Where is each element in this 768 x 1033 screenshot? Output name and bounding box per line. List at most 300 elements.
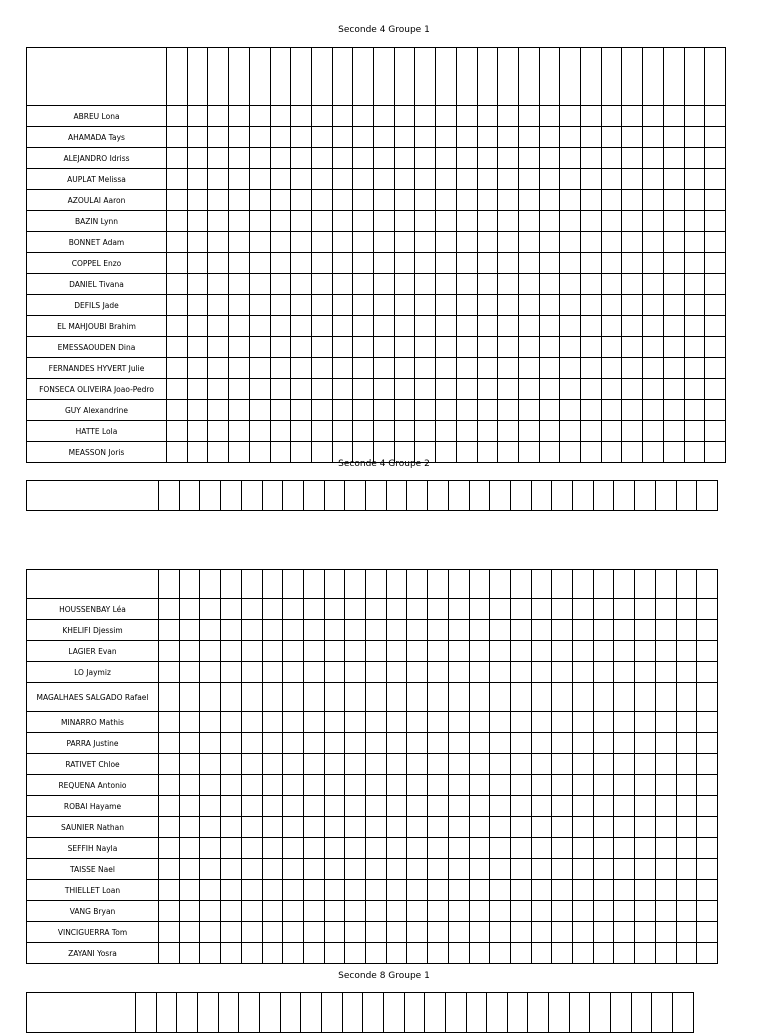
grade-cell[interactable] (324, 599, 345, 620)
grade-cell[interactable] (345, 712, 366, 733)
grade-cell[interactable] (291, 400, 312, 421)
grade-cell[interactable] (593, 943, 614, 964)
grade-cell[interactable] (386, 922, 407, 943)
grade-cell[interactable] (448, 943, 469, 964)
grade-cell[interactable] (635, 754, 656, 775)
grade-cell[interactable] (518, 232, 539, 253)
grade-cell[interactable] (510, 641, 531, 662)
grade-cell[interactable] (345, 796, 366, 817)
grade-cell[interactable] (167, 337, 188, 358)
grade-cell[interactable] (581, 379, 602, 400)
grade-cell[interactable] (353, 169, 374, 190)
grade-cell[interactable] (498, 337, 519, 358)
grade-cell[interactable] (262, 838, 283, 859)
grade-cell[interactable] (697, 796, 718, 817)
grade-cell[interactable] (167, 379, 188, 400)
grade-cell[interactable] (291, 148, 312, 169)
grade-cell[interactable] (159, 838, 180, 859)
grade-cell[interactable] (601, 148, 622, 169)
grade-cell[interactable] (456, 358, 477, 379)
grade-cell[interactable] (167, 421, 188, 442)
grade-cell[interactable] (208, 169, 229, 190)
grade-cell[interactable] (374, 337, 395, 358)
grade-cell[interactable] (601, 127, 622, 148)
grade-cell[interactable] (477, 274, 498, 295)
grade-cell[interactable] (676, 641, 697, 662)
grade-cell[interactable] (635, 901, 656, 922)
grade-cell[interactable] (407, 859, 428, 880)
grade-cell[interactable] (635, 733, 656, 754)
grade-cell[interactable] (436, 211, 457, 232)
grade-cell[interactable] (311, 379, 332, 400)
grade-cell[interactable] (469, 880, 490, 901)
grade-cell[interactable] (353, 211, 374, 232)
grade-cell[interactable] (311, 295, 332, 316)
grade-cell[interactable] (552, 733, 573, 754)
grade-cell[interactable] (386, 662, 407, 683)
grade-cell[interactable] (241, 901, 262, 922)
grade-cell[interactable] (498, 400, 519, 421)
grade-cell[interactable] (498, 295, 519, 316)
grade-cell[interactable] (270, 295, 291, 316)
grade-cell[interactable] (581, 232, 602, 253)
grade-cell[interactable] (249, 232, 270, 253)
grade-cell[interactable] (531, 683, 552, 712)
grade-cell[interactable] (200, 838, 221, 859)
grade-cell[interactable] (241, 817, 262, 838)
grade-cell[interactable] (635, 838, 656, 859)
grade-cell[interactable] (353, 400, 374, 421)
grade-cell[interactable] (581, 358, 602, 379)
grade-cell[interactable] (573, 733, 594, 754)
grade-cell[interactable] (200, 733, 221, 754)
grade-cell[interactable] (187, 421, 208, 442)
grade-cell[interactable] (262, 880, 283, 901)
grade-cell[interactable] (221, 620, 242, 641)
grade-cell[interactable] (622, 337, 643, 358)
grade-cell[interactable] (581, 253, 602, 274)
grade-cell[interactable] (262, 662, 283, 683)
grade-cell[interactable] (531, 922, 552, 943)
grade-cell[interactable] (374, 400, 395, 421)
grade-cell[interactable] (601, 253, 622, 274)
grade-cell[interactable] (581, 190, 602, 211)
grade-cell[interactable] (386, 901, 407, 922)
grade-cell[interactable] (200, 662, 221, 683)
grade-cell[interactable] (560, 379, 581, 400)
grade-cell[interactable] (167, 358, 188, 379)
grade-cell[interactable] (684, 211, 705, 232)
grade-cell[interactable] (159, 712, 180, 733)
grade-cell[interactable] (291, 169, 312, 190)
grade-cell[interactable] (490, 838, 511, 859)
grade-cell[interactable] (635, 943, 656, 964)
grade-cell[interactable] (345, 733, 366, 754)
grade-cell[interactable] (200, 599, 221, 620)
grade-cell[interactable] (241, 599, 262, 620)
grade-cell[interactable] (386, 859, 407, 880)
grade-cell[interactable] (593, 620, 614, 641)
grade-cell[interactable] (448, 641, 469, 662)
grade-cell[interactable] (394, 337, 415, 358)
grade-cell[interactable] (241, 733, 262, 754)
grade-cell[interactable] (552, 943, 573, 964)
grade-cell[interactable] (394, 148, 415, 169)
grade-cell[interactable] (366, 943, 387, 964)
grade-cell[interactable] (303, 754, 324, 775)
grade-cell[interactable] (601, 316, 622, 337)
grade-cell[interactable] (655, 683, 676, 712)
grade-cell[interactable] (386, 880, 407, 901)
grade-cell[interactable] (324, 880, 345, 901)
grade-cell[interactable] (676, 712, 697, 733)
grade-cell[interactable] (614, 943, 635, 964)
grade-cell[interactable] (573, 641, 594, 662)
grade-cell[interactable] (407, 662, 428, 683)
grade-cell[interactable] (353, 337, 374, 358)
grade-cell[interactable] (622, 148, 643, 169)
grade-cell[interactable] (353, 358, 374, 379)
grade-cell[interactable] (560, 295, 581, 316)
grade-cell[interactable] (386, 712, 407, 733)
grade-cell[interactable] (573, 683, 594, 712)
grade-cell[interactable] (270, 274, 291, 295)
grade-cell[interactable] (407, 683, 428, 712)
grade-cell[interactable] (332, 400, 353, 421)
grade-cell[interactable] (324, 817, 345, 838)
grade-cell[interactable] (705, 148, 726, 169)
grade-cell[interactable] (490, 901, 511, 922)
grade-cell[interactable] (241, 662, 262, 683)
grade-cell[interactable] (490, 775, 511, 796)
grade-cell[interactable] (643, 232, 664, 253)
grade-cell[interactable] (676, 880, 697, 901)
grade-cell[interactable] (167, 106, 188, 127)
grade-cell[interactable] (635, 880, 656, 901)
grade-cell[interactable] (477, 379, 498, 400)
grade-cell[interactable] (456, 211, 477, 232)
grade-cell[interactable] (573, 922, 594, 943)
grade-cell[interactable] (448, 922, 469, 943)
grade-cell[interactable] (469, 683, 490, 712)
grade-cell[interactable] (614, 901, 635, 922)
grade-cell[interactable] (221, 880, 242, 901)
grade-cell[interactable] (428, 922, 449, 943)
grade-cell[interactable] (705, 400, 726, 421)
grade-cell[interactable] (159, 641, 180, 662)
grade-cell[interactable] (386, 733, 407, 754)
grade-cell[interactable] (635, 775, 656, 796)
grade-cell[interactable] (291, 421, 312, 442)
grade-cell[interactable] (643, 148, 664, 169)
grade-cell[interactable] (200, 943, 221, 964)
grade-cell[interactable] (705, 274, 726, 295)
grade-cell[interactable] (560, 337, 581, 358)
grade-cell[interactable] (614, 662, 635, 683)
grade-cell[interactable] (477, 190, 498, 211)
grade-cell[interactable] (324, 775, 345, 796)
grade-cell[interactable] (291, 274, 312, 295)
grade-cell[interactable] (229, 337, 250, 358)
grade-cell[interactable] (469, 859, 490, 880)
grade-cell[interactable] (456, 400, 477, 421)
grade-cell[interactable] (456, 295, 477, 316)
grade-cell[interactable] (270, 337, 291, 358)
grade-cell[interactable] (428, 943, 449, 964)
grade-cell[interactable] (187, 169, 208, 190)
grade-cell[interactable] (655, 620, 676, 641)
grade-cell[interactable] (394, 295, 415, 316)
grade-cell[interactable] (531, 733, 552, 754)
grade-cell[interactable] (262, 712, 283, 733)
grade-cell[interactable] (436, 400, 457, 421)
grade-cell[interactable] (179, 880, 200, 901)
grade-cell[interactable] (518, 400, 539, 421)
grade-cell[interactable] (622, 190, 643, 211)
grade-cell[interactable] (560, 190, 581, 211)
grade-cell[interactable] (229, 295, 250, 316)
grade-cell[interactable] (498, 253, 519, 274)
grade-cell[interactable] (581, 421, 602, 442)
grade-cell[interactable] (311, 421, 332, 442)
grade-cell[interactable] (518, 337, 539, 358)
grade-cell[interactable] (415, 400, 436, 421)
grade-cell[interactable] (518, 127, 539, 148)
grade-cell[interactable] (394, 316, 415, 337)
grade-cell[interactable] (448, 733, 469, 754)
grade-cell[interactable] (635, 641, 656, 662)
grade-cell[interactable] (539, 232, 560, 253)
grade-cell[interactable] (510, 754, 531, 775)
grade-cell[interactable] (560, 127, 581, 148)
grade-cell[interactable] (539, 253, 560, 274)
grade-cell[interactable] (593, 859, 614, 880)
grade-cell[interactable] (498, 190, 519, 211)
grade-cell[interactable] (270, 358, 291, 379)
grade-cell[interactable] (622, 400, 643, 421)
grade-cell[interactable] (221, 817, 242, 838)
grade-cell[interactable] (345, 943, 366, 964)
grade-cell[interactable] (311, 169, 332, 190)
grade-cell[interactable] (270, 106, 291, 127)
grade-cell[interactable] (456, 232, 477, 253)
grade-cell[interactable] (353, 295, 374, 316)
grade-cell[interactable] (560, 232, 581, 253)
grade-cell[interactable] (539, 148, 560, 169)
grade-cell[interactable] (428, 817, 449, 838)
grade-cell[interactable] (291, 253, 312, 274)
grade-cell[interactable] (655, 662, 676, 683)
grade-cell[interactable] (655, 880, 676, 901)
grade-cell[interactable] (366, 620, 387, 641)
grade-cell[interactable] (477, 295, 498, 316)
grade-cell[interactable] (262, 859, 283, 880)
grade-cell[interactable] (593, 796, 614, 817)
grade-cell[interactable] (663, 337, 684, 358)
grade-cell[interactable] (270, 211, 291, 232)
grade-cell[interactable] (456, 190, 477, 211)
grade-cell[interactable] (187, 358, 208, 379)
grade-cell[interactable] (303, 599, 324, 620)
grade-cell[interactable] (324, 662, 345, 683)
grade-cell[interactable] (283, 754, 304, 775)
grade-cell[interactable] (456, 148, 477, 169)
grade-cell[interactable] (518, 169, 539, 190)
grade-cell[interactable] (415, 127, 436, 148)
grade-cell[interactable] (283, 817, 304, 838)
grade-cell[interactable] (593, 880, 614, 901)
grade-cell[interactable] (311, 148, 332, 169)
grade-cell[interactable] (552, 683, 573, 712)
grade-cell[interactable] (249, 211, 270, 232)
grade-cell[interactable] (179, 599, 200, 620)
grade-cell[interactable] (428, 754, 449, 775)
grade-cell[interactable] (490, 599, 511, 620)
grade-cell[interactable] (366, 683, 387, 712)
grade-cell[interactable] (200, 922, 221, 943)
grade-cell[interactable] (324, 683, 345, 712)
grade-cell[interactable] (705, 106, 726, 127)
grade-cell[interactable] (622, 316, 643, 337)
grade-cell[interactable] (663, 274, 684, 295)
grade-cell[interactable] (593, 712, 614, 733)
grade-cell[interactable] (374, 169, 395, 190)
grade-cell[interactable] (167, 211, 188, 232)
grade-cell[interactable] (560, 211, 581, 232)
grade-cell[interactable] (270, 127, 291, 148)
grade-cell[interactable] (490, 662, 511, 683)
grade-cell[interactable] (428, 901, 449, 922)
grade-cell[interactable] (324, 620, 345, 641)
grade-cell[interactable] (208, 106, 229, 127)
grade-cell[interactable] (469, 712, 490, 733)
grade-cell[interactable] (614, 796, 635, 817)
grade-cell[interactable] (601, 337, 622, 358)
grade-cell[interactable] (697, 662, 718, 683)
grade-cell[interactable] (539, 211, 560, 232)
grade-cell[interactable] (283, 880, 304, 901)
grade-cell[interactable] (208, 190, 229, 211)
grade-cell[interactable] (221, 838, 242, 859)
grade-cell[interactable] (643, 253, 664, 274)
grade-cell[interactable] (635, 796, 656, 817)
grade-cell[interactable] (697, 599, 718, 620)
grade-cell[interactable] (705, 253, 726, 274)
grade-cell[interactable] (663, 358, 684, 379)
grade-cell[interactable] (601, 358, 622, 379)
grade-cell[interactable] (249, 127, 270, 148)
grade-cell[interactable] (179, 683, 200, 712)
grade-cell[interactable] (539, 106, 560, 127)
grade-cell[interactable] (221, 733, 242, 754)
grade-cell[interactable] (407, 775, 428, 796)
grade-cell[interactable] (415, 169, 436, 190)
grade-cell[interactable] (311, 316, 332, 337)
grade-cell[interactable] (208, 127, 229, 148)
grade-cell[interactable] (601, 211, 622, 232)
grade-cell[interactable] (229, 190, 250, 211)
grade-cell[interactable] (332, 169, 353, 190)
grade-cell[interactable] (366, 859, 387, 880)
grade-cell[interactable] (622, 274, 643, 295)
grade-cell[interactable] (498, 106, 519, 127)
grade-cell[interactable] (332, 106, 353, 127)
grade-cell[interactable] (436, 127, 457, 148)
grade-cell[interactable] (303, 943, 324, 964)
grade-cell[interactable] (262, 754, 283, 775)
grade-cell[interactable] (676, 683, 697, 712)
grade-cell[interactable] (531, 662, 552, 683)
grade-cell[interactable] (655, 859, 676, 880)
grade-cell[interactable] (436, 148, 457, 169)
grade-cell[interactable] (663, 148, 684, 169)
grade-cell[interactable] (573, 620, 594, 641)
grade-cell[interactable] (407, 796, 428, 817)
grade-cell[interactable] (552, 754, 573, 775)
grade-cell[interactable] (366, 599, 387, 620)
grade-cell[interactable] (469, 901, 490, 922)
grade-cell[interactable] (705, 211, 726, 232)
grade-cell[interactable] (705, 295, 726, 316)
grade-cell[interactable] (635, 662, 656, 683)
grade-cell[interactable] (684, 106, 705, 127)
grade-cell[interactable] (221, 943, 242, 964)
grade-cell[interactable] (573, 901, 594, 922)
grade-cell[interactable] (159, 775, 180, 796)
grade-cell[interactable] (283, 620, 304, 641)
grade-cell[interactable] (159, 599, 180, 620)
grade-cell[interactable] (601, 232, 622, 253)
grade-cell[interactable] (469, 796, 490, 817)
grade-cell[interactable] (477, 337, 498, 358)
grade-cell[interactable] (353, 106, 374, 127)
grade-cell[interactable] (167, 253, 188, 274)
grade-cell[interactable] (477, 316, 498, 337)
grade-cell[interactable] (469, 599, 490, 620)
grade-cell[interactable] (448, 880, 469, 901)
grade-cell[interactable] (200, 901, 221, 922)
grade-cell[interactable] (270, 421, 291, 442)
grade-cell[interactable] (663, 253, 684, 274)
grade-cell[interactable] (353, 421, 374, 442)
grade-cell[interactable] (684, 316, 705, 337)
grade-cell[interactable] (291, 337, 312, 358)
grade-cell[interactable] (490, 817, 511, 838)
grade-cell[interactable] (374, 106, 395, 127)
grade-cell[interactable] (303, 775, 324, 796)
grade-cell[interactable] (622, 211, 643, 232)
grade-cell[interactable] (200, 859, 221, 880)
grade-cell[interactable] (345, 859, 366, 880)
grade-cell[interactable] (456, 106, 477, 127)
grade-cell[interactable] (345, 683, 366, 712)
grade-cell[interactable] (366, 922, 387, 943)
grade-cell[interactable] (684, 190, 705, 211)
grade-cell[interactable] (539, 274, 560, 295)
grade-cell[interactable] (510, 683, 531, 712)
grade-cell[interactable] (614, 733, 635, 754)
grade-cell[interactable] (655, 901, 676, 922)
grade-cell[interactable] (208, 295, 229, 316)
grade-cell[interactable] (187, 400, 208, 421)
grade-cell[interactable] (560, 106, 581, 127)
grade-cell[interactable] (448, 796, 469, 817)
grade-cell[interactable] (436, 316, 457, 337)
grade-cell[interactable] (705, 169, 726, 190)
grade-cell[interactable] (676, 599, 697, 620)
grade-cell[interactable] (655, 838, 676, 859)
grade-cell[interactable] (676, 662, 697, 683)
